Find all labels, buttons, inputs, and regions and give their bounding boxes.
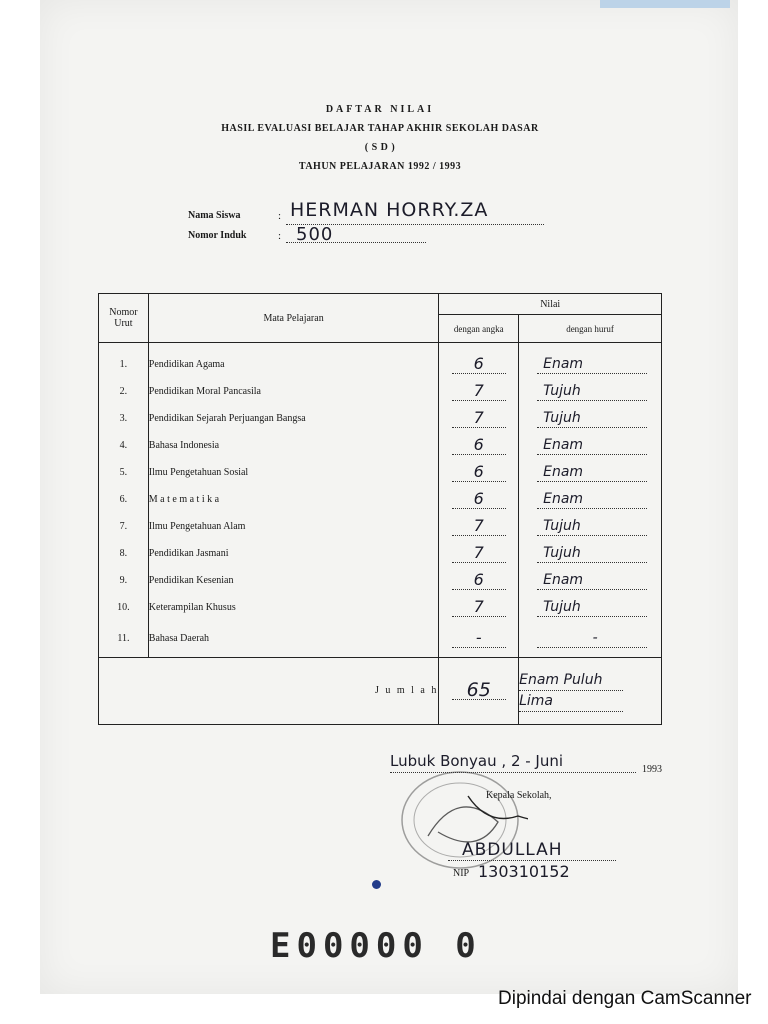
row-words: Enam <box>537 436 647 455</box>
header-subtitle: HASIL EVALUASI BELAJAR TAHAP AKHIR SEKOLAH DASAR <box>221 123 539 134</box>
serial-number: E00000 0 <box>270 926 482 966</box>
signature-name-line <box>448 860 616 861</box>
table-row <box>99 459 662 486</box>
student-id-value: 500 <box>296 224 334 245</box>
row-subject: Pendidikan Sejarah Perjuangan Bangsa <box>148 405 439 432</box>
row-words: Enam <box>537 355 647 374</box>
signature-name: ABDULLAH <box>462 840 563 860</box>
row-no: 7. <box>99 513 149 540</box>
row-words: - <box>537 629 647 648</box>
row-number: 6 <box>452 463 506 482</box>
row-subject: Bahasa Indonesia <box>148 432 439 459</box>
row-number: 7 <box>452 544 506 563</box>
row-no: 4. <box>99 432 149 459</box>
row-subject: Ilmu Pengetahuan Alam <box>148 513 439 540</box>
row-words: Tujuh <box>537 598 647 617</box>
grades-table <box>98 293 662 725</box>
total-words <box>519 657 662 724</box>
table-row <box>99 405 662 432</box>
student-id-line <box>286 242 426 243</box>
row-no: 3. <box>99 405 149 432</box>
row-number: 6 <box>452 571 506 590</box>
row-no: 8. <box>99 540 149 567</box>
paper-edge-strip <box>600 0 730 8</box>
scanner-watermark: Dipindai dengan CamScanner <box>498 988 752 1009</box>
signature-place-date: Lubuk Bonyau , 2 - Juni <box>390 752 564 770</box>
row-number: - <box>452 629 506 648</box>
header-grade: Nilai <box>439 294 662 315</box>
nip-label: NIP <box>453 868 470 879</box>
row-number: 7 <box>452 382 506 401</box>
row-no: 11. <box>99 621 149 657</box>
row-number: 7 <box>452 409 506 428</box>
row-words: Tujuh <box>537 544 647 563</box>
row-words: Enam <box>537 490 647 509</box>
row-words: Tujuh <box>537 517 647 536</box>
row-subject: M a t e m a t i k a <box>148 486 439 513</box>
table-row <box>99 594 662 621</box>
row-number: 6 <box>452 436 506 455</box>
total-row <box>99 657 662 724</box>
row-words: Enam <box>537 571 647 590</box>
table-row <box>99 621 662 657</box>
table-row <box>99 378 662 405</box>
signature-year: 1993 <box>642 764 662 775</box>
table-row <box>99 343 662 379</box>
header-number: dengan angka <box>439 315 519 343</box>
table-row <box>99 432 662 459</box>
header-words: dengan huruf <box>519 315 662 343</box>
student-name-colon: : <box>278 210 282 222</box>
row-words: Tujuh <box>537 409 647 428</box>
row-subject: Pendidikan Jasmani <box>148 540 439 567</box>
row-subject: Pendidikan Kesenian <box>148 567 439 594</box>
student-id-label: Nomor Induk <box>188 230 247 241</box>
row-subject: Ilmu Pengetahuan Sosial <box>148 459 439 486</box>
row-no: 6. <box>99 486 149 513</box>
header-no: Nomor Urut <box>99 294 149 343</box>
header-level: ( S D ) <box>364 142 396 153</box>
student-id-colon: : <box>278 230 282 242</box>
header-subject: Mata Pelajaran <box>148 294 439 343</box>
document-header <box>160 100 600 176</box>
row-no: 1. <box>99 343 149 379</box>
row-no: 5. <box>99 459 149 486</box>
nip-value: 130310152 <box>478 862 570 881</box>
signature-date-line <box>390 772 636 773</box>
row-words: Enam <box>537 463 647 482</box>
row-subject: Keterampilan Khusus <box>148 594 439 621</box>
table-row <box>99 540 662 567</box>
total-label: J u m l a h <box>99 657 439 724</box>
row-no: 10. <box>99 594 149 621</box>
header-year: TAHUN PELAJARAN 1992 / 1993 <box>298 161 462 172</box>
student-name-label: Nama Siswa <box>188 210 241 221</box>
header-title: DAFTAR NILAI <box>325 104 435 115</box>
table-row <box>99 486 662 513</box>
row-subject: Pendidikan Moral Pancasila <box>148 378 439 405</box>
row-subject: Bahasa Daerah <box>148 621 439 657</box>
table-row <box>99 567 662 594</box>
ink-spot <box>372 880 381 889</box>
total-words-line2: Lima <box>519 691 623 712</box>
student-name-value: HERMAN HORRY.ZA <box>290 199 489 221</box>
total-number: 65 <box>452 681 506 700</box>
row-no: 2. <box>99 378 149 405</box>
row-number: 6 <box>452 490 506 509</box>
row-subject: Pendidikan Agama <box>148 343 439 379</box>
row-words: Tujuh <box>537 382 647 401</box>
row-number: 6 <box>452 355 506 374</box>
signature-title: Kepala Sekolah, <box>486 790 552 801</box>
row-number: 7 <box>452 598 506 617</box>
row-no: 9. <box>99 567 149 594</box>
total-words-line1: Enam Puluh <box>519 670 623 691</box>
row-number: 7 <box>452 517 506 536</box>
table-row <box>99 513 662 540</box>
